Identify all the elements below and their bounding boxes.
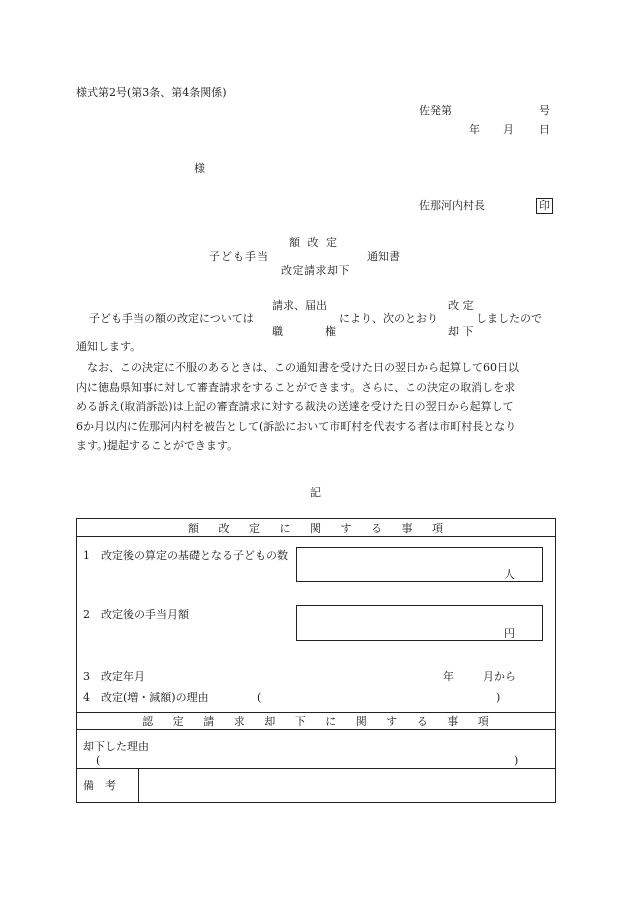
appeal-line: める訴え(取消訴訟)は上記の審査請求に対する裁決の送達を受けた日の翌日から起算して	[76, 400, 514, 413]
section1-header: 額 改 定 に 関 す る 事 項	[188, 522, 444, 535]
addressee-suffix: 様	[194, 162, 205, 175]
body-line1-c: しましたので	[476, 312, 542, 325]
details-table	[76, 518, 556, 803]
appeal-line: なお、この決定に不服のあるときは、この通知書を受けた日の翌日から起算して60日以	[87, 361, 519, 374]
form-number: 様式第2号(第3条、第4条関係)	[76, 86, 227, 99]
body-line1-b: により、次のとおり	[339, 312, 438, 325]
item2-label: 2 改定後の手当月額	[83, 608, 189, 621]
option-ex-officio-a: 職	[272, 325, 283, 338]
reject-reason-label: 却下した理由	[83, 740, 149, 753]
remarks-label: 備 考	[83, 779, 116, 792]
item4-label: 4 改定(増・減額)の理由	[83, 691, 209, 704]
title-left: 子ども手当	[209, 250, 269, 263]
monthly-amount-field	[296, 605, 543, 641]
remarks-divider	[138, 768, 139, 802]
doc-number-prefix: 佐発第	[419, 104, 452, 117]
ki-heading: 記	[310, 486, 321, 499]
option-revise: 改 定	[448, 299, 474, 312]
item4-open-paren: (	[257, 691, 262, 704]
appeal-line: 内に徳島県知事に対して審査請求をすることができます。さらに、この決定の取消しを求	[76, 380, 516, 394]
title-top: 額 改 定	[289, 236, 339, 249]
child-count-field	[296, 547, 543, 582]
item3-label: 3 改定年月	[83, 670, 145, 683]
section2-header: 認 定 請 求 却 下 に 関 す る 事 項	[142, 715, 490, 728]
reject-open-paren: (	[96, 754, 101, 767]
body-line1-a: 子ども手当の額の改定については	[89, 312, 254, 325]
date-year: 年	[469, 123, 480, 136]
seal-mark	[536, 198, 553, 214]
item1-label: 1 改定後の算定の基礎となる子どもの数	[83, 549, 288, 562]
seal-text: 印	[536, 198, 553, 214]
monthly-amount-unit: 円	[504, 627, 515, 640]
child-count-unit: 人	[504, 568, 515, 581]
doc-number-suffix: 号	[539, 104, 550, 117]
reject-close-paren: )	[514, 754, 519, 767]
divider	[77, 729, 555, 730]
option-reject: 却 下	[448, 325, 474, 338]
divider	[77, 712, 555, 713]
item4-close-paren: )	[496, 691, 501, 704]
date-day: 日	[539, 123, 550, 136]
title-bottom: 改定請求却下	[281, 264, 350, 277]
item3-month: 月から	[483, 670, 516, 683]
appeal-line: ます。)提起することができます。	[76, 439, 239, 452]
date-month: 月	[503, 123, 514, 136]
body-line2: 通知します。	[76, 340, 142, 353]
divider	[77, 536, 555, 537]
item3-year: 年	[443, 670, 454, 683]
option-request-notice: 請求、届出	[272, 299, 327, 312]
option-ex-officio-b: 権	[325, 325, 336, 338]
issuer: 佐那河内村長	[419, 199, 485, 212]
appeal-line: 6か月以内に佐那河内村を被告として(訴訟において市町村を代表する者は市町村長となり	[76, 419, 517, 433]
title-right: 通知書	[367, 250, 400, 263]
divider	[77, 768, 555, 769]
appeal-paragraph	[76, 358, 558, 456]
